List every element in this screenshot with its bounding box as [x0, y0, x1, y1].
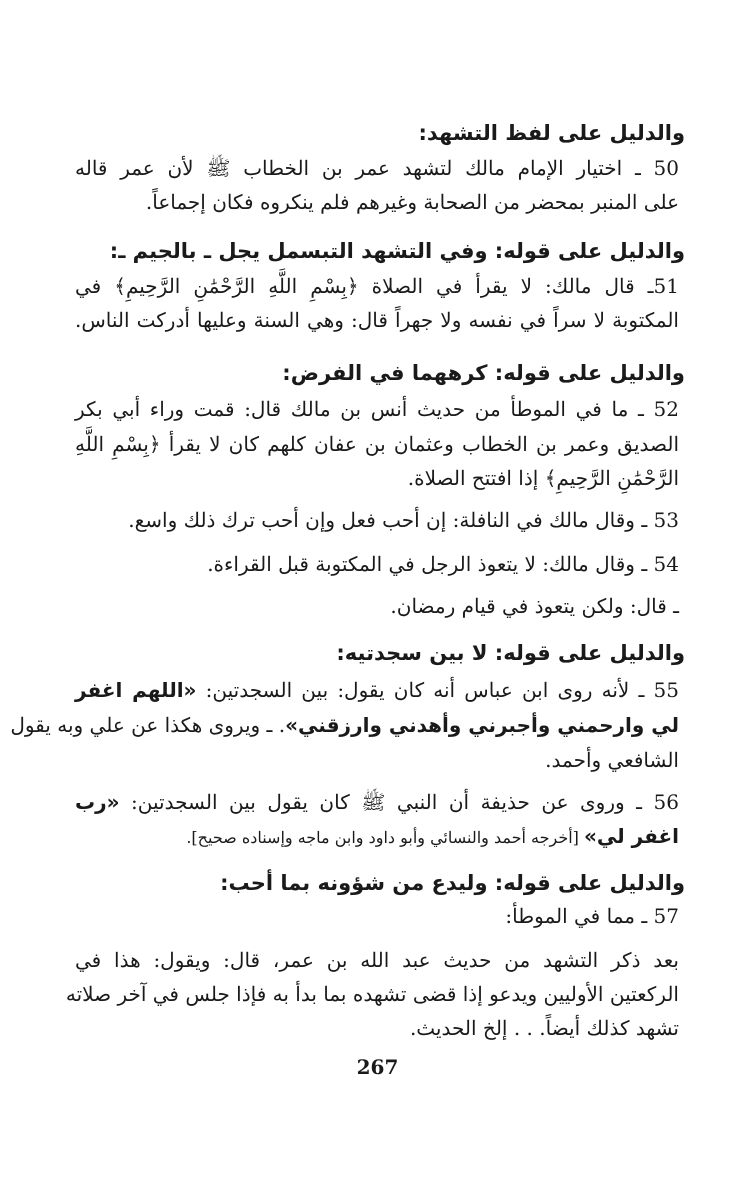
paragraph-56-line-2 — [75, 820, 679, 854]
heading-between-prostrations: والدليل على قوله: لا بين سجدتيه: — [336, 641, 685, 665]
paragraph-56-line-1 — [75, 786, 679, 818]
paragraph-56-citation: [أخرجه أحمد والنسائي وأبو داود وابن ماجه وإسناده صحيح]. — [186, 828, 585, 847]
heading-tashahhud-wording: والدليل على لفظ التشهد: — [418, 121, 685, 145]
paragraph-55-line-2-text: . ـ ويروى هكذا عن علي وبه يقول — [10, 713, 286, 737]
paragraph-58-line-2: الركعتين الأوليين ويدعو إذا قضى تشهده بما بدأ به فإذا جلس في آخر صلاته — [65, 982, 679, 1006]
paragraph-52-line-1: 52 ـ ما في الموطأ من حديث أنس بن مالك قال: قمت وراء أبي بكر — [75, 397, 679, 421]
page-number: 267 — [356, 1055, 399, 1079]
paragraph-56-supplication-start: «رب — [75, 790, 120, 814]
heading-disliked-in-obligatory: والدليل على قوله: كرههما في الفرض: — [282, 361, 685, 385]
paragraph-50-line-2: على المنبر بمحضر من الصحابة وغيرهم فلم ينكروه فكان إجماعاً. — [145, 190, 679, 214]
paragraph-52-line-2: الصديق وعمر بن الخطاب وعثمان بن عفان كلهم كان لا يقرأ ﴿بِسْمِ اللَّهِ — [75, 432, 679, 456]
paragraph-55-line-2 — [10, 709, 679, 741]
paragraph-57: 57 ـ مما في الموطأ: — [505, 904, 679, 928]
paragraph-58-line-3: تشهد كذلك أيضاً. . . إلخ الحديث. — [409, 1016, 679, 1040]
paragraph-55-supplication-end: لي وارحمني وأجبرني وأهدني وارزقني» — [285, 713, 679, 737]
paragraph-54: 54 ـ وقال مالك: لا يتعوذ الرجل في المكتوبة قبل القراءة. — [207, 552, 679, 576]
paragraph-51-line-1: 51ـ قال مالك: لا يقرأ في الصلاة ﴿بِسْمِ اللَّهِ الرَّحْمَٰنِ الرَّحِيمِ﴾ في — [75, 274, 679, 298]
paragraph-56-line-1-text: 56 ـ وروى عن حذيفة أن النبي ﷺ كان يقول بين السجدتين: — [119, 790, 679, 814]
paragraph-56-supplication-end: اغفر لي» — [584, 824, 679, 848]
paragraph-55-supplication-start: «اللهم اغفر — [75, 678, 197, 702]
paragraph-54-continuation: ـ قال: ولكن يتعوذ في قيام رمضان. — [390, 594, 679, 618]
paragraph-58-line-1: بعد ذكر التشهد من حديث عبد الله بن عمر، قال: ويقول: هذا في — [75, 948, 679, 972]
paragraph-53: 53 ـ وقال مالك في النافلة: إن أحب فعل وإن أحب ترك ذلك واسع. — [128, 508, 679, 532]
heading-basmala: والدليل على قوله: وفي التشهد التبسمل يجل ـ بالجيم ـ: — [109, 239, 685, 263]
paragraph-50-line-1: 50 ـ اختيار الإمام مالك لتشهد عمر بن الخطاب ﷺ لأن عمر قاله — [75, 156, 679, 180]
paragraph-52-line-3: الرَّحْمَٰنِ الرَّحِيمِ﴾ إذا افتتح الصلاة. — [407, 466, 679, 490]
paragraph-55-line-1-text: 55 ـ لأنه روى ابن عباس أنه كان يقول: بين السجدتين: — [196, 678, 679, 702]
heading-supplication-choice: والدليل على قوله: وليدع من شؤونه بما أحب: — [220, 871, 685, 895]
paragraph-55-line-1 — [75, 674, 679, 706]
paragraph-55-line-3: الشافعي وأحمد. — [545, 748, 679, 772]
paragraph-51-line-2: المكتوبة لا سراً في نفسه ولا جهراً قال: وهي السنة وعليها أدركت الناس. — [75, 308, 679, 332]
